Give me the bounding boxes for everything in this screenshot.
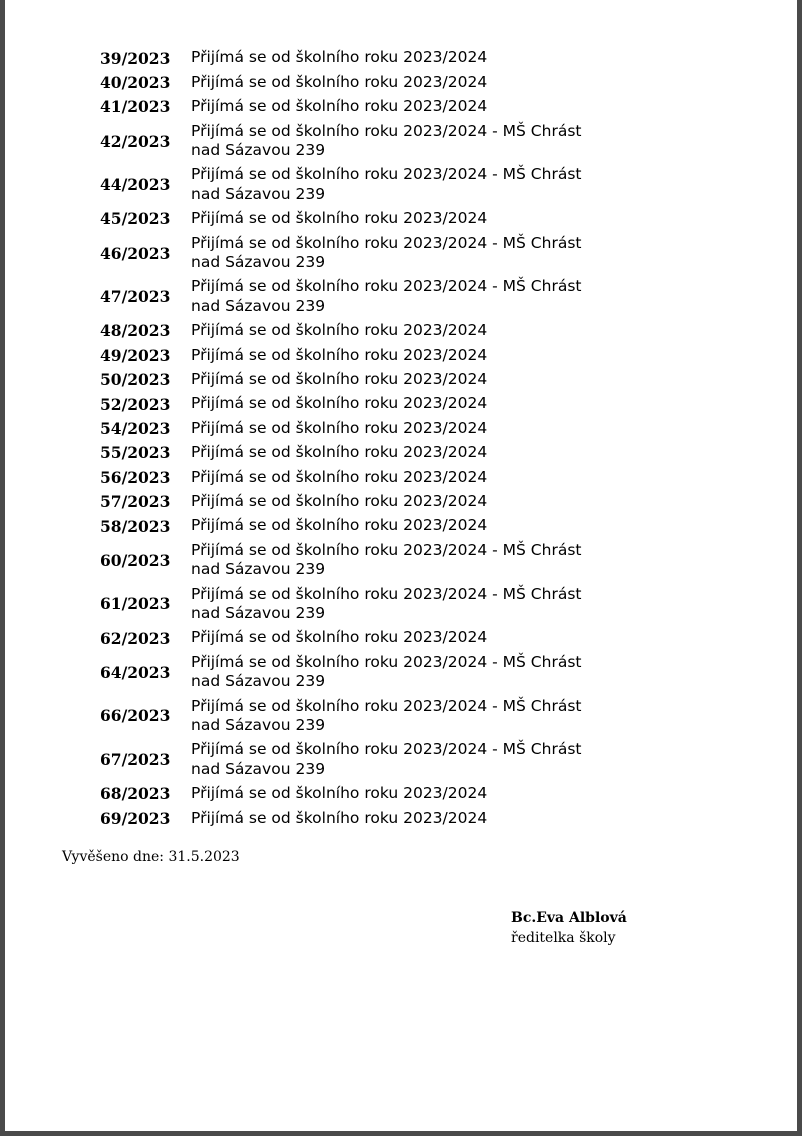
list-item (100, 207, 600, 231)
admission-decision: Přijímá se od školního roku 2023/2024 (191, 48, 488, 67)
list-item (100, 163, 600, 207)
list-item (100, 46, 600, 70)
admission-decision: Přijímá se od školního roku 2023/2024 (191, 491, 488, 510)
registration-code: 55/2023 (100, 443, 171, 463)
list-item (100, 319, 600, 343)
registration-code: 50/2023 (100, 370, 171, 390)
registration-code: 44/2023 (100, 175, 171, 195)
list-item (100, 514, 600, 538)
list-item (100, 582, 600, 626)
admission-decision: Přijímá se od školního roku 2023/2024 - MŠ Chrást nad Sázavou 239 (191, 696, 582, 734)
admission-decision: Přijímá se od školního roku 2023/2024 (191, 628, 488, 647)
registration-code: 56/2023 (100, 467, 171, 487)
registration-code: 64/2023 (100, 662, 171, 682)
registration-code: 69/2023 (100, 808, 171, 828)
admission-decision: Přijímá se od školního roku 2023/2024 (191, 808, 488, 827)
admission-decision: Přijímá se od školního roku 2023/2024 (191, 516, 488, 535)
list-item (100, 465, 600, 489)
admission-list (100, 46, 600, 830)
admission-decision: Přijímá se od školního roku 2023/2024 (191, 97, 488, 116)
admission-decision: Přijímá se od školního roku 2023/2024 - MŠ Chrást nad Sázavou 239 (191, 540, 582, 579)
document-page (5, 0, 797, 1131)
registration-code: 68/2023 (100, 784, 171, 804)
registration-code: 49/2023 (100, 345, 171, 365)
registration-code: 45/2023 (100, 209, 171, 229)
list-item (100, 70, 600, 94)
admission-decision: Přijímá se od školního roku 2023/2024 - MŠ Chrást nad Sázavou 239 (191, 277, 582, 315)
admission-decision: Přijímá se od školního roku 2023/2024 (191, 345, 488, 364)
admission-decision: Přijímá se od školního roku 2023/2024 (191, 784, 488, 803)
registration-code: 41/2023 (100, 97, 171, 117)
registration-code: 60/2023 (100, 550, 171, 570)
registration-code: 40/2023 (100, 73, 171, 93)
admission-decision: Přijímá se od školního roku 2023/2024 - MŠ Chrást nad Sázavou 239 (191, 740, 582, 778)
admission-decision: Přijímá se od školního roku 2023/2024 (191, 72, 488, 91)
registration-code: 48/2023 (100, 321, 171, 341)
registration-code: 39/2023 (100, 48, 171, 68)
list-item (100, 95, 600, 119)
registration-code: 52/2023 (100, 394, 171, 414)
list-item (100, 368, 600, 392)
list-item (100, 626, 600, 650)
admission-decision: Přijímá se od školního roku 2023/2024 - MŠ Chrást nad Sázavou 239 (191, 121, 582, 160)
registration-code: 46/2023 (100, 243, 171, 263)
signature-name: Bc.Eva Alblová (511, 910, 627, 926)
admission-decision: Přijímá se od školního roku 2023/2024 (191, 394, 488, 413)
registration-code: 66/2023 (100, 706, 171, 726)
admission-decision: Přijímá se od školního roku 2023/2024 (191, 418, 488, 437)
registration-code: 67/2023 (100, 750, 171, 770)
list-item (100, 343, 600, 367)
list-item (100, 782, 600, 806)
signature-title: ředitelka školy (511, 930, 616, 946)
admission-decision: Přijímá se od školního roku 2023/2024 - MŠ Chrást nad Sázavou 239 (191, 165, 582, 203)
admission-decision: Přijímá se od školního roku 2023/2024 (191, 370, 488, 389)
admission-decision: Přijímá se od školního roku 2023/2024 - MŠ Chrást nad Sázavou 239 (191, 233, 582, 272)
registration-code: 61/2023 (100, 594, 171, 614)
list-item (100, 538, 600, 582)
list-item (100, 119, 600, 163)
signature-block (511, 908, 627, 948)
list-item (100, 416, 600, 440)
admission-decision: Přijímá se od školního roku 2023/2024 (191, 443, 488, 462)
admission-decision: Přijímá se od školního roku 2023/2024 (191, 321, 488, 340)
list-item (100, 275, 600, 319)
admission-decision: Přijímá se od školního roku 2023/2024 (191, 209, 488, 228)
list-item (100, 650, 600, 694)
list-item (100, 231, 600, 275)
admission-decision: Přijímá se od školního roku 2023/2024 - MŠ Chrást nad Sázavou 239 (191, 652, 582, 691)
registration-code: 62/2023 (100, 628, 171, 648)
list-item (100, 806, 600, 830)
registration-code: 47/2023 (100, 287, 171, 307)
admission-decision: Přijímá se od školního roku 2023/2024 (191, 467, 488, 486)
registration-code: 54/2023 (100, 419, 171, 438)
admission-decision: Přijímá se od školního roku 2023/2024 - MŠ Chrást nad Sázavou 239 (191, 584, 582, 622)
registration-code: 42/2023 (100, 131, 171, 151)
list-item (100, 392, 600, 416)
list-item (100, 441, 600, 465)
list-item (100, 738, 600, 782)
list-item (100, 694, 600, 738)
list-item (100, 489, 600, 513)
posted-date: Vyvěšeno dne: 31.5.2023 (62, 849, 240, 865)
registration-code: 57/2023 (100, 492, 171, 512)
registration-code: 58/2023 (100, 516, 171, 536)
